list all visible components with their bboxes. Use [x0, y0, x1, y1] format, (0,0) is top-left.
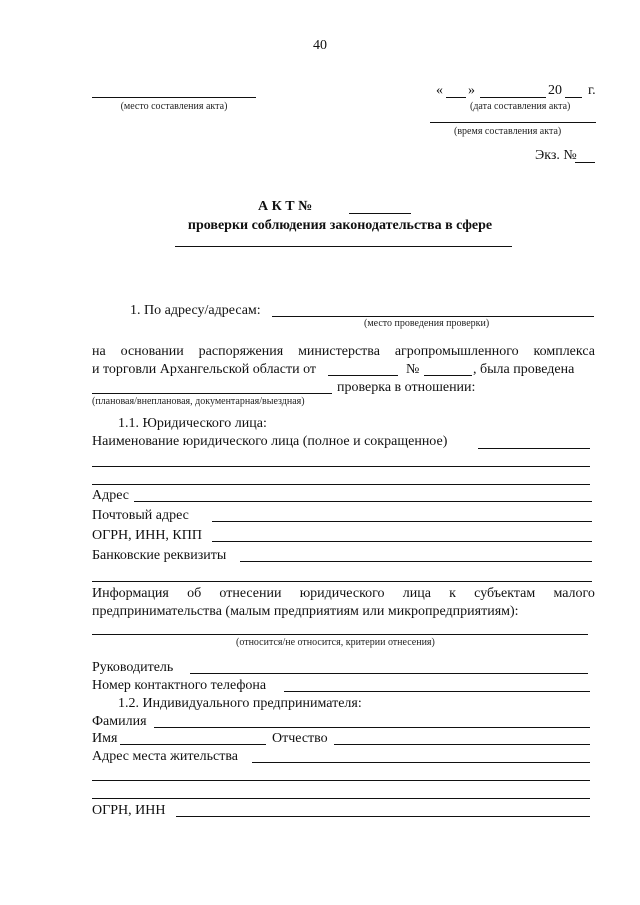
act-sphere-line: [175, 246, 512, 247]
head-line: [190, 673, 588, 674]
legal-heading: 1.1. Юридического лица:: [118, 416, 267, 431]
residence-line-1: [252, 762, 590, 763]
legal-ids-line: [212, 541, 592, 542]
legal-name-label: Наименование юридического лица (полное и сокращенное): [92, 434, 448, 449]
phone-label: Номер контактного телефона: [92, 678, 267, 693]
date-year-suffix: г.: [588, 83, 596, 98]
legal-address-line: [134, 501, 592, 502]
legal-name-line-2: [92, 466, 590, 467]
first-name-line: [120, 744, 266, 745]
place-line: [92, 97, 256, 98]
individual-heading: 1.2. Индивидуального предпринимателя:: [118, 696, 362, 711]
date-year-prefix: 20: [548, 83, 562, 98]
basis-line-1: на основании распоряжения министерства агропромышленного комплекса: [92, 344, 595, 359]
date-caption: (дата составления акта): [470, 101, 571, 112]
date-day-line: [446, 97, 466, 98]
surname-line: [154, 727, 590, 728]
sme-line: [92, 634, 588, 635]
check-type-caption: (плановая/внеплановая, документарная/выездная): [92, 396, 305, 407]
legal-bank-label: Банковские реквизиты: [92, 548, 227, 563]
patronymic-line: [334, 744, 590, 745]
sme-line-2: предпринимательства (малым предприятиям или микропредприятиям):: [92, 604, 519, 619]
legal-bank-line-1: [240, 561, 592, 562]
sme-caption: (относится/не относится, критерии отнесения): [236, 637, 435, 648]
individual-ids-label: ОГРН, ИНН: [92, 803, 166, 818]
time-line: [430, 122, 596, 123]
act-number-line: [349, 213, 411, 214]
individual-ids-line: [176, 816, 590, 817]
legal-bank-line-2: [92, 581, 592, 582]
order-date-line: [328, 375, 398, 376]
legal-address-label: Адрес: [92, 488, 130, 503]
copy-line: [575, 162, 595, 163]
date-quote-open: «: [436, 83, 443, 98]
copy-label: Экз. №: [535, 148, 577, 163]
act-title: А К Т №: [258, 199, 313, 214]
legal-postal-line: [212, 521, 592, 522]
basis-line-3: проверка в отношении:: [337, 380, 476, 395]
patronymic-label: Отчество: [272, 731, 328, 746]
phone-line: [284, 691, 590, 692]
order-number-line: [424, 375, 472, 376]
date-month-line: [480, 97, 546, 98]
basis-line-2c: , была проведена: [473, 362, 575, 377]
residence-line-2: [92, 780, 590, 781]
address-label: 1. По адресу/адресам:: [130, 303, 261, 318]
sme-line-1: Информация об отнесении юридического лица к субъектам малого: [92, 586, 595, 601]
residence-label: Адрес места жительства: [92, 749, 238, 764]
legal-name-line-1: [478, 448, 590, 449]
legal-postal-label: Почтовый адрес: [92, 508, 189, 523]
place-caption: (место составления акта): [120, 101, 228, 112]
address-line: [272, 316, 594, 317]
basis-line-2a: и торговли Архангельской области от: [92, 362, 317, 377]
legal-ids-label: ОГРН, ИНН, КПП: [92, 528, 202, 543]
act-subtitle: проверки соблюдения законодательства в сфере: [187, 218, 493, 233]
page-number: 40: [313, 38, 327, 53]
residence-line-3: [92, 798, 590, 799]
basis-number-sign: №: [406, 362, 420, 377]
first-name-label: Имя: [92, 731, 118, 746]
date-year-line: [565, 97, 582, 98]
legal-name-line-3: [92, 484, 590, 485]
address-caption: (место проведения проверки): [364, 318, 490, 329]
head-label: Руководитель: [92, 660, 174, 675]
date-quote-close: »: [468, 83, 475, 98]
time-caption: (время составления акта): [454, 126, 562, 137]
check-type-line: [92, 393, 332, 394]
surname-label: Фамилия: [92, 714, 147, 729]
